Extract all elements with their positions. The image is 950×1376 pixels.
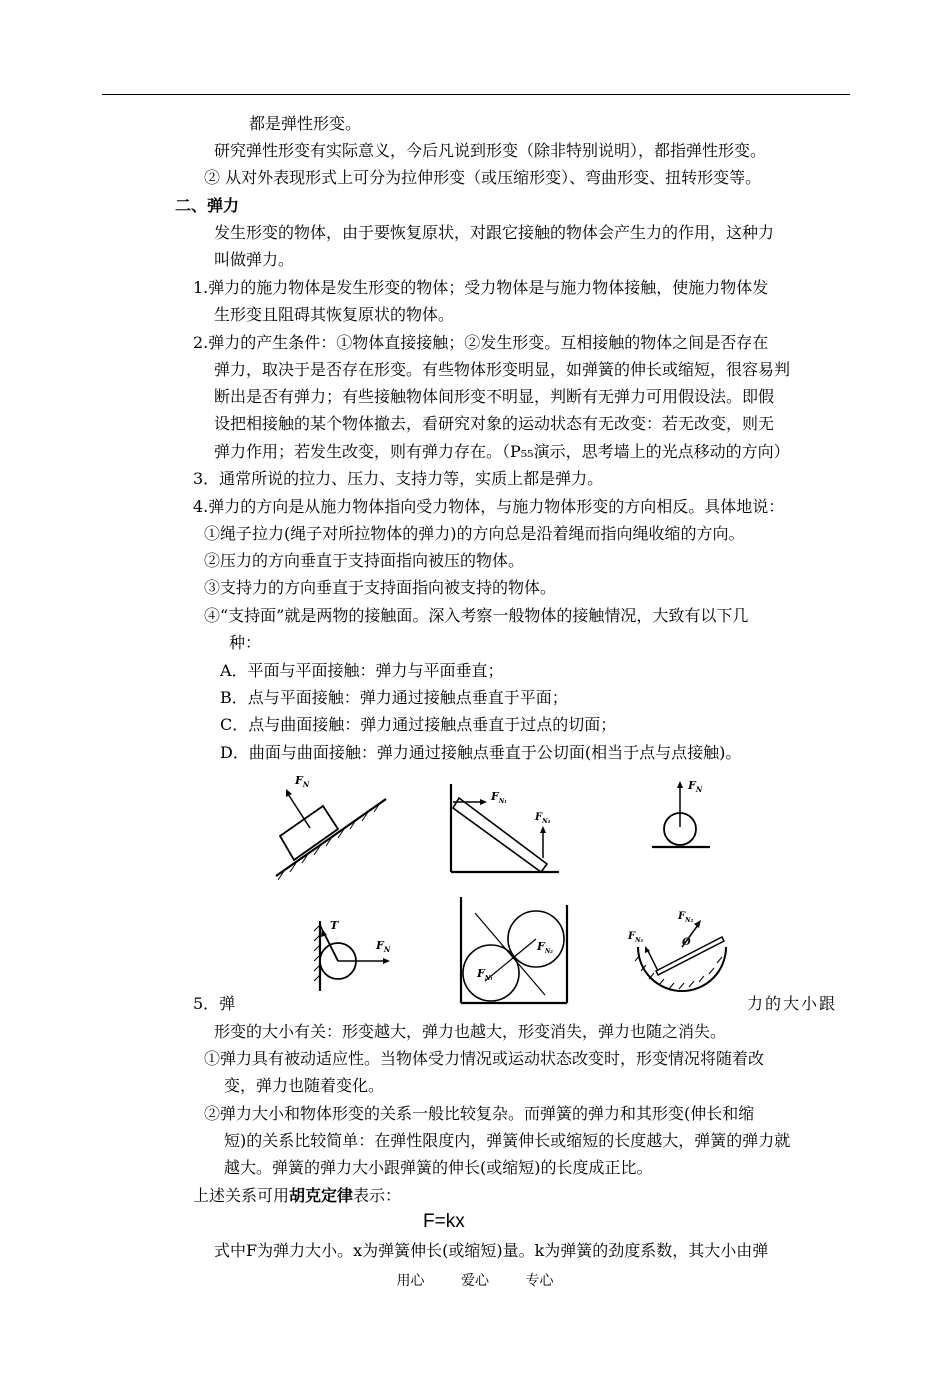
hooke-formula: F=kx — [423, 1211, 465, 1232]
footer-item: 用心 — [396, 1273, 425, 1289]
text-line: 变，弹力也随着变化。 — [224, 1076, 385, 1095]
text-line: 力的大小跟 — [747, 994, 838, 1013]
hooke-suffix: 表示： — [353, 1186, 402, 1205]
hooke-prefix: 上述关系可用 — [193, 1186, 290, 1205]
svg-text:FN₂: $F_{N_2}$ — [537, 940, 553, 955]
text-line: ④“支持面”就是两物的接触面。深入考察一般物体的接触情况，大致有以下几 — [204, 606, 749, 625]
text-line: 种： — [229, 633, 262, 652]
text-line: 4.弹力的方向是从施力物体指向受力物体，与施力物体形变的方向相反。具体地说： — [193, 497, 785, 516]
svg-text:FN: $F_N$ — [295, 774, 310, 789]
svg-text:FN₁: $F_{N_1}$ — [628, 931, 644, 944]
text-line: 越大。弹簧的弹力大小跟弹簧的伸长(或缩短)的长度成正比。 — [224, 1158, 653, 1177]
text-line: 叫做弹力。 — [214, 250, 295, 269]
text-line: 形变的大小有关：形变越大，弹力也越大，形变消失，弹力也随之消失。 — [214, 1022, 727, 1041]
text-line: 都是弹性形变。 — [249, 114, 362, 133]
svg-text:FN₁: $F_{N_1}$ — [491, 790, 507, 805]
rod-bowl-figure — [626, 905, 736, 995]
text-line: 发生形变的物体，由于要恢复原状，对跟它接触的物体会产生力的作用，这种力 — [214, 223, 775, 242]
text-line: B．点与平面接触：弹力通过接触点垂直于平面； — [220, 688, 568, 707]
text-line: ①弹力具有被动适应性。当物体受力情况或运动状态改变时，形变情况将随着改 — [204, 1049, 765, 1068]
svg-text:O: O — [682, 937, 691, 948]
text-line: 弹力作用；若发生改变，则有弹力存在。（P₅₅演示，思考墙上的光点移动的方向） — [214, 442, 790, 461]
section-heading: 二、弹力 — [175, 196, 240, 215]
text-line: ①绳子拉力(绳子对所拉物体的弹力)的方向总是沿着绳而指向绳收缩的方向。 — [204, 524, 745, 543]
page-footer — [0, 1270, 950, 1290]
text-line: ②弹力大小和物体形变的关系一般比较复杂。而弹簧的弹力和其形变(伸长和缩 — [204, 1104, 755, 1123]
text-line: 生形变且阻碍其恢复原状的物体。 — [214, 305, 455, 324]
svg-text:FN: $F_N$ — [688, 779, 703, 794]
text-line: A．平面与平面接触：弹力与平面垂直； — [220, 661, 504, 680]
two-balls-container-figure — [455, 895, 575, 1010]
footer-item: 专心 — [525, 1273, 554, 1289]
text-line: ②压力的方向垂直于支持面指向被压的物体。 — [204, 551, 525, 570]
ball-ground-figure — [648, 775, 723, 855]
footer-item: 爱心 — [461, 1273, 489, 1289]
svg-text:FN: $F_N$ — [376, 939, 391, 954]
text-line: 5．弹 — [193, 994, 236, 1013]
hooke-line — [193, 1186, 401, 1206]
text-line: 研究弹性形变有实际意义，今后凡说到形变（除非特别说明），都指弹性形变。 — [214, 141, 767, 160]
text-line: 式中F为弹力大小。x为弹簧伸长(或缩短)量。k为弹簧的劲度系数，其大小由弹 — [214, 1241, 769, 1260]
rod-corner-figure — [443, 780, 563, 880]
text-line: 2.弹力的产生条件：①物体直接接触；②发生形变。互相接触的物体之间是否存在 — [193, 333, 769, 352]
text-line: ③支持力的方向垂直于支持面指向被支持的物体。 — [204, 578, 557, 597]
svg-text:T: T — [330, 919, 339, 932]
svg-text:FN₁: $F_{N_1}$ — [477, 967, 493, 982]
text-line: 弹力，取决于是否存在形变。有些物体形变明显，如弹簧的伸长或缩短，很容易判 — [214, 360, 791, 379]
header-rule — [102, 94, 850, 95]
hooke-term: 胡克定律 — [289, 1186, 354, 1205]
text-line: 3．通常所说的拉力、压力、支持力等，实质上都是弹力。 — [193, 469, 604, 488]
svg-text:FN₂: $F_{N_2}$ — [678, 911, 694, 924]
text-line: ② 从对外表现形式上可分为拉伸形变（或压缩形变）、弯曲形变、扭转形变等。 — [204, 168, 762, 187]
text-line: 短)的关系比较简单：在弹性限度内，弹簧伸长或缩短的长度越大，弹簧的弹力就 — [224, 1131, 791, 1150]
text-line: C．点与曲面接触：弹力通过接触点垂直于过点的切面； — [220, 715, 617, 734]
text-line: 断出是否有弹力；有些接触物体间形变不明显，判断有无弹力可用假设法。即假 — [214, 387, 775, 406]
text-line: 1.弹力的施力物体是发生形变的物体；受力物体是与施力物体接触，使施力物体发 — [193, 278, 769, 297]
svg-text:FN₂: $F_{N_2}$ — [535, 812, 551, 825]
incline-block-figure — [270, 770, 390, 885]
ball-wall-figure — [308, 915, 400, 995]
text-line: 设把相接触的某个物体撤去，看研究对象的运动状态有无改变：若无改变，则无 — [214, 414, 775, 433]
text-line: D．曲面与曲面接触：弹力通过接触点垂直于公切面(相当于点与点接触)。 — [220, 743, 742, 762]
